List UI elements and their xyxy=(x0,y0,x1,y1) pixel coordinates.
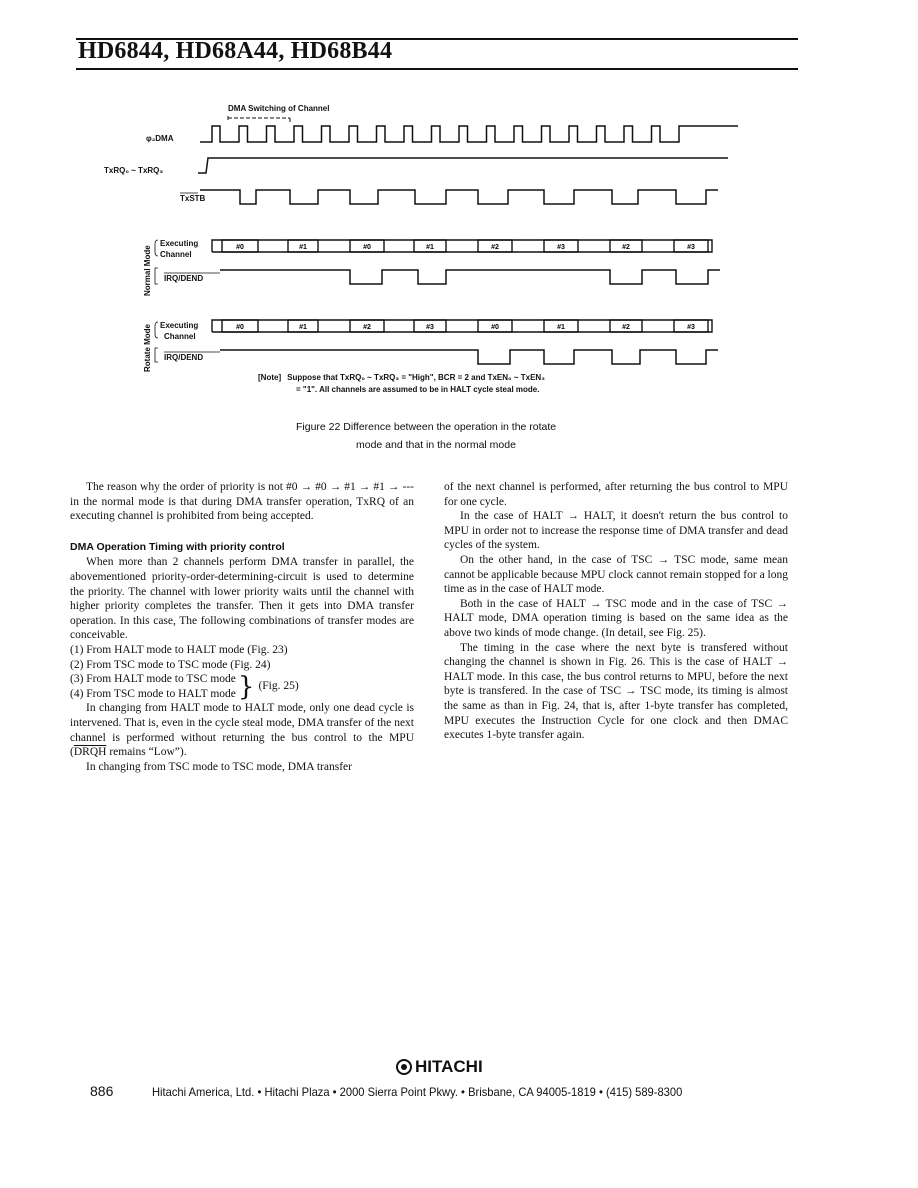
rotate-executing-label: Executing xyxy=(160,321,199,330)
txrq-label: TxRQ₀ ~ TxRQ₃ xyxy=(104,166,164,175)
brace-icon: } xyxy=(237,671,255,702)
drqh-signal: DRQH xyxy=(73,746,107,759)
txrq-waveform xyxy=(198,158,728,173)
note-label: [Note] xyxy=(258,373,282,382)
txstb-waveform xyxy=(200,190,718,204)
right-column xyxy=(444,480,788,743)
note-line-2: = "1". All channels are assumed to be in HALT cycle steal mode. xyxy=(296,385,540,394)
rotate-channel-bar xyxy=(212,320,712,332)
rotate-channel-label: #1 xyxy=(557,324,565,331)
left-paragraph-1: The reason why the order of priority is not #0 → #0 → #1 → #1 → --- in the normal mode is that during DMA transfer operation, TxRQ of an executing channel is prohibited from being accepted. xyxy=(70,481,414,523)
left-column xyxy=(70,480,414,774)
rotate-channel-label: #0 xyxy=(236,324,244,331)
left-paragraph-3-end: remains “Low”). xyxy=(106,746,187,759)
normal-channel-label: #2 xyxy=(622,244,630,251)
right-paragraph-2: In the case of HALT → HALT, it doesn't return the bus control to MPU in order not to increase the response time of DMA transfer and dead cycles of the system. xyxy=(444,510,788,552)
left-paragraph-2: When more than 2 channels perform DMA transfer in parallel, the abovementioned priority-order-determining-circuit is used to determine the priority. The channel with lower priority waits until the channel with higher priority completes the transfer. Then it gets into DMA transfer operation. In this case, The following combinations of transfer modes are conceivable. xyxy=(70,556,414,642)
normal-channel-label: #0 xyxy=(236,244,244,251)
rotate-channel-label: #2 xyxy=(363,324,371,331)
phi-dma-waveform xyxy=(200,126,738,142)
dma-switching-label: DMA Switching of Channel xyxy=(228,104,330,113)
footer-address: Hitachi America, Ltd. • Hitachi Plaza • 2000 Sierra Point Pkwy. • Brisbane, CA 94005-1819 • (415) 589-8300 xyxy=(152,1085,683,1099)
list-item-4: (4) From TSC mode to HALT mode xyxy=(70,687,236,700)
right-paragraph-3: On the other hand, in the case of TSC → TSC mode, same mean cannot be applicable because MPU clock cannot remain stopped for a long time as in the case of HALT mode. xyxy=(444,553,788,596)
normal-channel-label: #0 xyxy=(363,244,371,251)
normal-channel-label: #3 xyxy=(557,244,565,251)
logo-text: HITACHI xyxy=(415,1057,483,1076)
right-paragraph-1: of the next channel is performed, after returning the bus control to MPU for one cycle. xyxy=(444,481,788,508)
rotate-mode-group-label: Rotate Mode xyxy=(143,324,152,372)
rotate-irq-label: IRQ/DEND xyxy=(164,353,204,362)
normal-irq-label: IRQ/DEND xyxy=(164,274,204,283)
left-paragraph-4: In changing from TSC mode to TSC mode, DMA transfer xyxy=(86,760,352,773)
hitachi-logo-icon xyxy=(396,1059,412,1075)
rotate-irq-waveform xyxy=(220,350,718,364)
right-paragraph-4: Both in the case of HALT → TSC mode and in the case of TSC → HALT mode, DMA operation timing is based on the same idea as the above two kinds of mode change. (In detail, see Fig. 25). xyxy=(444,597,788,639)
figure-note xyxy=(258,372,678,396)
page-number: 886 xyxy=(90,1083,114,1099)
page-header-title: HD6844, HD68A44, HD68B44 xyxy=(78,38,393,64)
timing-diagram xyxy=(0,0,918,420)
rotate-channel-label: #3 xyxy=(426,324,434,331)
note-line-1: Suppose that TxRQ₀ ~ TxRQ₃ = "High", BCR = 2 and TxEN₀ ~ TxEN₃ xyxy=(287,373,545,382)
rotate-channel-label: #1 xyxy=(299,324,307,331)
list-item-2: (2) From TSC mode to TSC mode (Fig. 24) xyxy=(70,658,271,671)
normal-channel-label: #1 xyxy=(299,244,307,251)
rotate-channel-label: #0 xyxy=(491,324,499,331)
normal-channel-label: #1 xyxy=(426,244,434,251)
phi-dma-label: φ₂DMA xyxy=(146,134,174,143)
txstb-label: TxSTB xyxy=(180,194,206,203)
rotate-channel-label: Channel xyxy=(164,332,196,341)
list-item-1: (1) From HALT mode to HALT mode (Fig. 23) xyxy=(70,643,288,656)
caption-line-1: Figure 22 Difference between the operation in the rotate xyxy=(296,421,557,433)
right-paragraph-5: The timing in the case where the next byte is transfered without changing the channel is shown in Fig. 26. This is the case of HALT → HALT mode. In this case, the bus control returns to MPU, before the next byte is transfered. In the case of TSC → TSC mode, its timing is almost the same as than in Fig. 24, that is, after 1-byte transfer has completed, MPU executes the Instruction Cycle for one clock and then DMAC executes 1-byte transfer again. xyxy=(444,641,788,742)
normal-irq-waveform xyxy=(220,270,720,284)
list-item-3: (3) From HALT mode to TSC mode xyxy=(70,673,236,686)
left-paragraph-3-start: In changing from HALT mode to HALT mode, only one dead cycle is intervened. That is, even in the cycle steal mode, DMA transfer of the next channel is performed without returning the bus control to the MPU ( xyxy=(70,702,414,759)
normal-channel-label: #2 xyxy=(491,244,499,251)
normal-channel-bar xyxy=(212,240,712,252)
normal-channel-label: #3 xyxy=(687,244,695,251)
left-paragraph-3 xyxy=(70,701,414,759)
list-items-figure-ref: (Fig. 25) xyxy=(258,680,299,693)
normal-channel-label: Channel xyxy=(160,250,192,259)
figure-caption xyxy=(296,418,626,454)
section-title: DMA Operation Timing with priority control xyxy=(70,540,285,553)
caption-line-2: mode and that in the normal mode xyxy=(356,439,516,451)
rotate-channel-label: #3 xyxy=(687,324,695,331)
normal-executing-label: Executing xyxy=(160,239,199,248)
hitachi-logo xyxy=(396,1057,483,1077)
rotate-channel-label: #2 xyxy=(622,324,630,331)
normal-mode-group-label: Normal Mode xyxy=(143,245,152,296)
list-items-3-4 xyxy=(70,672,414,701)
